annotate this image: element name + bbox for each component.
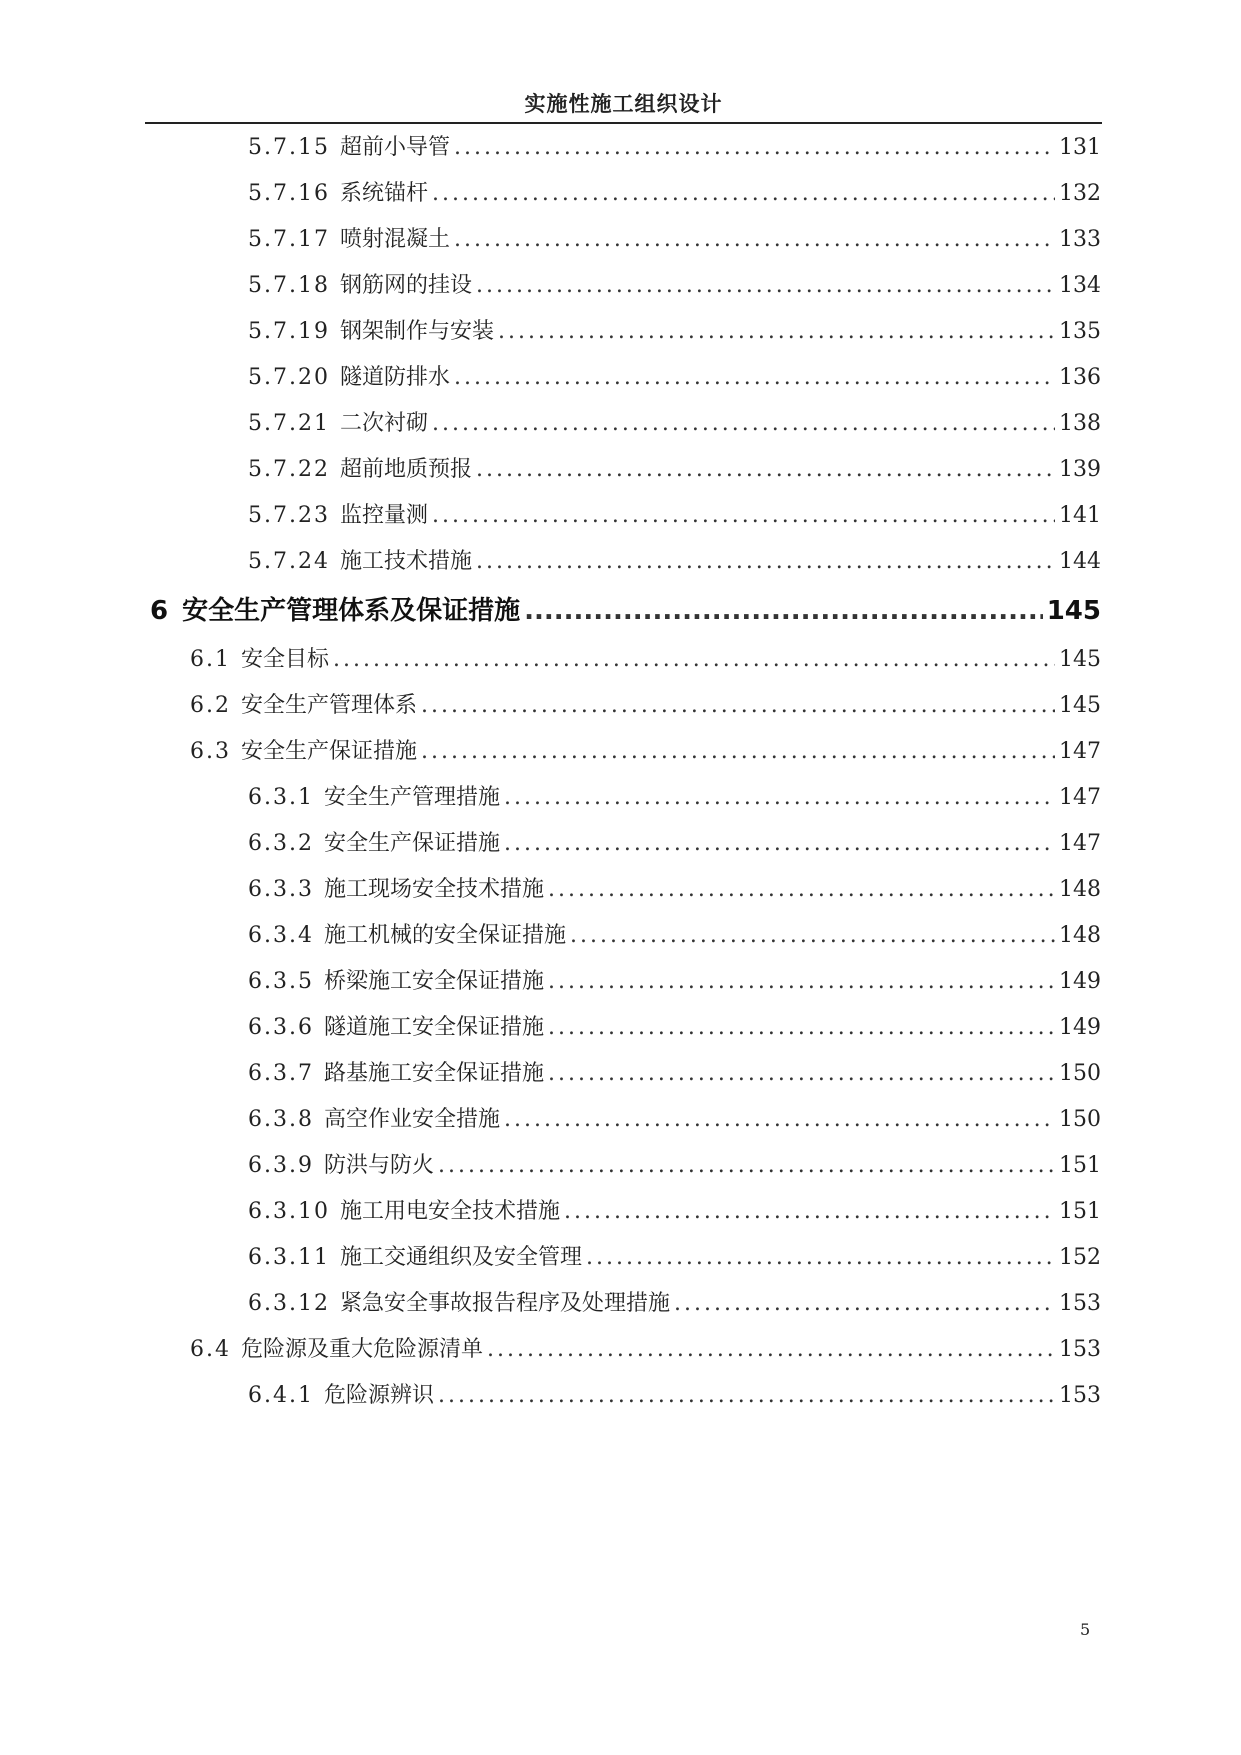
toc-entry-title: 超前小导管 [339,135,450,160]
toc-entry-page: 145 [1059,647,1101,672]
toc-entry[interactable] [190,734,1101,770]
toc-entry-page: 145 [1046,596,1101,626]
toc-dot-leader [548,1010,1055,1046]
toc-entry-number: 6.3.12 [248,1291,330,1316]
toc-entry-page: 145 [1059,693,1101,718]
toc-dot-leader [432,498,1055,534]
toc-dot-leader [524,593,1043,629]
toc-entry-page: 131 [1059,135,1101,160]
toc-entry-number: 6.3.10 [248,1199,330,1224]
toc-entry-number: 6.3.3 [248,877,314,902]
toc-entry-title: 施工交通组织及安全管理 [339,1245,582,1270]
toc-entry-number: 5.7.18 [248,273,330,298]
toc-dot-leader [476,452,1055,488]
toc-entry-title: 施工机械的安全保证措施 [323,923,566,948]
toc-dot-leader [333,642,1055,678]
toc-entry-title: 安全生产管理措施 [323,785,500,810]
toc-dot-leader [564,1194,1055,1230]
toc-entry-title: 危险源辨识 [323,1383,434,1408]
toc-entry[interactable] [248,544,1101,580]
toc-entry-title: 桥梁施工安全保证措施 [323,969,544,994]
toc-entry[interactable] [248,130,1101,166]
toc-entry-title: 安全生产管理体系及保证措施 [182,596,521,626]
toc-entry-page: 134 [1059,273,1101,298]
toc-entry[interactable] [248,360,1101,396]
toc-entry-number: 5.7.24 [248,549,330,574]
toc-entry[interactable] [248,1148,1101,1184]
toc-entry-number: 5.7.15 [248,135,330,160]
toc-entry-number: 5.7.23 [248,503,330,528]
toc-dot-leader [548,964,1055,1000]
toc-dot-leader [454,130,1055,166]
toc-entry-page: 138 [1059,411,1101,436]
toc-entry-number: 6.3.6 [248,1015,314,1040]
toc-entry[interactable] [248,1102,1101,1138]
page-number: 5 [1080,1620,1091,1639]
toc-entry-page: 139 [1059,457,1101,482]
toc-entry-title: 紧急安全事故报告程序及处理措施 [339,1291,670,1316]
toc-entry-title: 钢筋网的挂设 [339,273,472,298]
toc-entry-title: 钢架制作与安装 [339,319,494,344]
toc-entry-page: 153 [1059,1337,1101,1362]
toc-dot-leader [476,544,1055,580]
toc-entry[interactable] [248,1056,1101,1092]
toc-entry-number: 6.3.2 [248,831,314,856]
toc-dot-leader [421,734,1055,770]
toc-entry[interactable] [248,1286,1101,1322]
toc-entry-page: 133 [1059,227,1101,252]
toc-entry-page: 147 [1059,739,1101,764]
toc-entry[interactable] [248,872,1101,908]
toc-entry-page: 132 [1059,181,1101,206]
toc-entry[interactable] [248,1240,1101,1276]
toc-entry-number: 5.7.16 [248,181,330,206]
toc-entry[interactable] [190,642,1101,678]
toc-entry-page: 150 [1059,1061,1101,1086]
toc-entry-number: 6 [150,596,169,626]
toc-entry-title: 系统锚杆 [339,181,428,206]
toc-entry-title: 施工现场安全技术措施 [323,877,544,902]
toc-entry-title: 隧道施工安全保证措施 [323,1015,544,1040]
toc-entry[interactable] [248,1378,1101,1414]
toc-dot-leader [586,1240,1055,1276]
toc-entry[interactable] [248,780,1101,816]
toc-entry-page: 151 [1059,1199,1101,1224]
toc-entry[interactable] [248,1010,1101,1046]
toc-entry-title: 安全生产管理体系 [241,693,418,718]
toc-entry-title: 路基施工安全保证措施 [323,1061,544,1086]
toc-entry-title: 安全目标 [241,647,330,672]
toc-entry-page: 147 [1059,831,1101,856]
toc-dot-leader [432,406,1055,442]
toc-entry[interactable] [248,406,1101,442]
toc-entry[interactable] [190,688,1101,724]
toc-dot-leader [438,1378,1055,1414]
toc-entry-number: 5.7.17 [248,227,330,252]
toc-entry[interactable] [150,593,1101,629]
toc-entry-number: 6.3.1 [248,785,314,810]
toc-entry[interactable] [190,1332,1101,1368]
toc-entry-page: 147 [1059,785,1101,810]
toc-entry-page: 150 [1059,1107,1101,1132]
toc-dot-leader [504,780,1055,816]
toc-entry-number: 6.3.8 [248,1107,314,1132]
toc-dot-leader [421,688,1055,724]
toc-entry[interactable] [248,452,1101,488]
toc-entry-title: 隧道防排水 [339,365,450,390]
toc-entry-page: 153 [1059,1383,1101,1408]
toc-entry-number: 6.1 [190,647,231,672]
toc-dot-leader [498,314,1055,350]
toc-dot-leader [548,1056,1055,1092]
toc-entry-page: 136 [1059,365,1101,390]
toc-entry-title: 二次衬砌 [339,411,428,436]
toc-entry-number: 6.3.7 [248,1061,314,1086]
toc-entry[interactable] [248,498,1101,534]
toc-entry-title: 安全生产保证措施 [241,739,418,764]
toc-entry-number: 5.7.22 [248,457,330,482]
toc-dot-leader [476,268,1055,304]
toc-entry-page: 135 [1059,319,1101,344]
toc-dot-leader [570,918,1055,954]
toc-entry[interactable] [248,826,1101,862]
toc-dot-leader [504,826,1055,862]
toc-dot-leader [454,360,1055,396]
toc-entry-number: 5.7.20 [248,365,330,390]
toc-entry-title: 超前地质预报 [339,457,472,482]
toc-entry-title: 安全生产保证措施 [323,831,500,856]
toc-entry-title: 高空作业安全措施 [323,1107,500,1132]
toc-dot-leader [438,1148,1055,1184]
toc-entry-page: 148 [1059,877,1101,902]
toc-entry-number: 6.3.11 [248,1245,330,1270]
toc-dot-leader [487,1332,1055,1368]
toc-entry-page: 149 [1059,1015,1101,1040]
toc-entry-page: 152 [1059,1245,1101,1270]
toc-dot-leader [454,222,1055,258]
toc-entry-page: 153 [1059,1291,1101,1316]
document-title: 实施性施工组织设计 [524,92,723,116]
toc-entry-title: 施工用电安全技术措施 [339,1199,560,1224]
toc-dot-leader [674,1286,1055,1322]
toc-entry-number: 6.3.4 [248,923,314,948]
toc-entry-page: 144 [1059,549,1101,574]
toc-entry-page: 151 [1059,1153,1101,1178]
toc-dot-leader [504,1102,1055,1138]
toc-entry-title: 喷射混凝土 [339,227,450,252]
toc-dot-leader [548,872,1055,908]
toc-entry-number: 6.2 [190,693,231,718]
toc-entry-page: 141 [1059,503,1101,528]
toc-entry-title: 监控量测 [339,503,428,528]
toc-entry-number: 6.3.5 [248,969,314,994]
toc-entry-title: 施工技术措施 [339,549,472,574]
toc-entry-title: 危险源及重大危险源清单 [241,1337,484,1362]
toc-entry[interactable] [248,222,1101,258]
toc-entry[interactable] [248,1194,1101,1230]
toc-entry[interactable] [248,176,1101,212]
toc-entry-number: 6.3.9 [248,1153,314,1178]
toc-entry-number: 6.4.1 [248,1383,314,1408]
toc-entry[interactable] [248,964,1101,1000]
toc-entry-page: 148 [1059,923,1101,948]
toc-entry-number: 6.3 [190,739,231,764]
toc-entry-number: 6.4 [190,1337,231,1362]
toc-entry[interactable] [248,268,1101,304]
toc-entry-number: 5.7.21 [248,411,330,436]
toc-dot-leader [432,176,1055,212]
toc-entry[interactable] [248,314,1101,350]
toc-entry[interactable] [248,918,1101,954]
toc-entry-page: 149 [1059,969,1101,994]
toc-entry-number: 5.7.19 [248,319,330,344]
toc-entry-title: 防洪与防火 [323,1153,434,1178]
